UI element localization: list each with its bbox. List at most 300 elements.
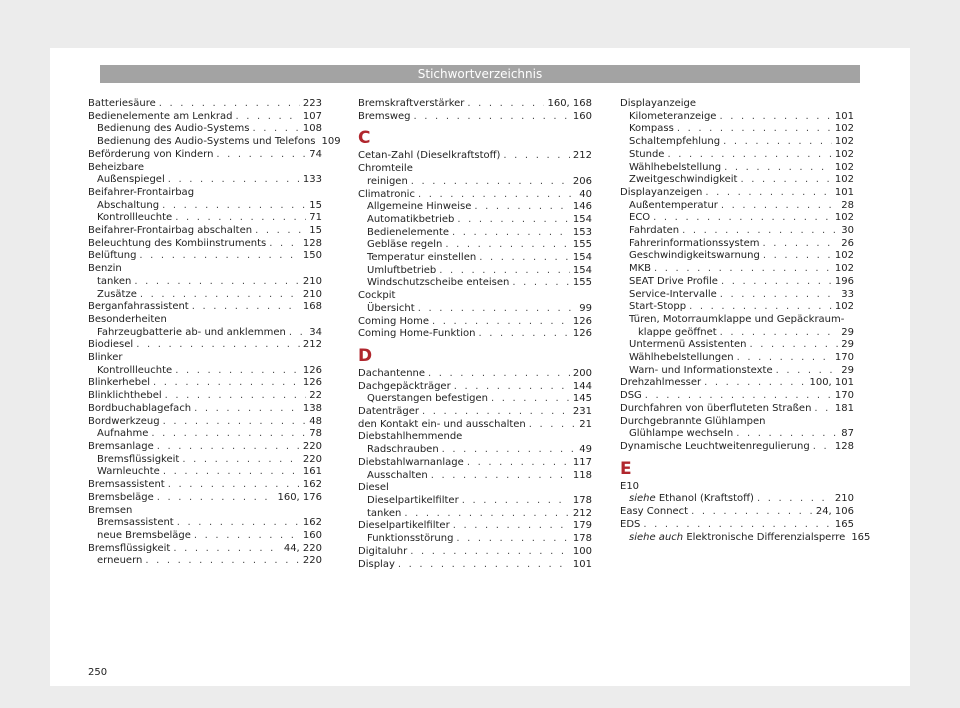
dot-leader	[411, 111, 570, 124]
dot-leader	[213, 149, 306, 162]
index-entry-label: Blinklichthebel	[88, 390, 162, 402]
index-entry	[358, 277, 592, 290]
index-page-ref[interactable]: 74	[309, 148, 322, 160]
index-entry-label: Blinkerhebel	[88, 377, 151, 389]
index-entry-label: Dieselpartikelfilter	[367, 494, 459, 506]
index-entry	[620, 441, 854, 454]
index-page-ref[interactable]: 160, 168	[547, 98, 592, 109]
index-entry-label: Bordwerkzeug	[88, 415, 160, 427]
index-page-ref[interactable]: 160	[302, 529, 322, 541]
index-page-ref[interactable]: 29	[841, 339, 854, 351]
index-entry-label: Bremsanlage	[88, 440, 154, 452]
index-entry	[88, 454, 322, 467]
dot-leader	[286, 327, 306, 340]
index-entry	[88, 123, 322, 136]
index-page-ref[interactable]: 220	[302, 440, 322, 452]
index-group-heading	[620, 481, 854, 494]
dot-leader	[640, 519, 832, 532]
dot-leader	[720, 136, 832, 149]
index-entry-label: Drehzahlmesser	[620, 377, 702, 389]
index-entry-label: Displayanzeigen	[620, 186, 703, 198]
dot-leader	[651, 263, 832, 276]
index-entry-label: Dynamische Leuchtweitenregulierung	[620, 440, 810, 452]
index-page-ref[interactable]: 71	[309, 212, 322, 224]
index-entry	[88, 238, 322, 251]
index-entry	[88, 466, 322, 479]
index-page-ref[interactable]: 15	[309, 199, 322, 211]
index-page-ref[interactable]: 210	[302, 275, 322, 287]
index-entry	[358, 470, 592, 483]
index-entry-label: Beförderung von Kindern	[88, 148, 214, 160]
index-entry	[358, 381, 592, 394]
index-page-ref[interactable]: 133	[302, 174, 322, 186]
index-page-ref[interactable]: 154	[572, 213, 592, 225]
index-entry-label: tanken	[367, 507, 402, 519]
index-entry-label: Diebstahlhemmende	[358, 431, 463, 443]
dot-leader	[476, 252, 570, 265]
index-group-heading	[620, 98, 854, 111]
index-entry	[620, 327, 854, 340]
index-entry	[358, 444, 592, 457]
index-entry-label: tanken	[97, 275, 132, 287]
index-page-ref[interactable]: 181	[834, 402, 854, 414]
index-entry	[620, 428, 854, 441]
index-entry-label: Wählhebelstellungen	[629, 352, 734, 364]
index-entry	[88, 111, 322, 124]
index-entry-label: Service-Intervalle	[629, 288, 717, 300]
dot-leader	[664, 149, 831, 162]
index-page-ref[interactable]: 212	[572, 150, 592, 162]
index-entry	[88, 339, 322, 352]
index-entry-label: Außentemperatur	[629, 199, 718, 211]
index-entry	[88, 441, 322, 454]
index-entry-label: Cockpit	[358, 290, 396, 302]
index-page-ref[interactable]: 44, 220	[283, 542, 322, 554]
index-page-ref[interactable]: 107	[302, 110, 322, 122]
index-page-ref[interactable]: 162	[302, 479, 322, 491]
index-entry-label: Dieselpartikelfilter	[358, 520, 450, 532]
index-entry	[358, 239, 592, 252]
index-page-ref[interactable]: 34	[309, 326, 322, 338]
dot-leader	[165, 479, 300, 492]
index-page-ref[interactable]: 100, 101	[809, 377, 854, 389]
index-page-ref[interactable]: 102	[834, 263, 854, 275]
index-entry-label: neue Bremsbeläge	[97, 529, 191, 541]
index-entry-label: Türen, Motorraumklappe und Gepäckraum-	[629, 313, 845, 325]
index-page-ref[interactable]: 102	[834, 136, 854, 148]
index-entry	[88, 200, 322, 213]
index-entry	[358, 316, 592, 329]
index-entry-label: Außenspiegel	[97, 174, 165, 186]
index-entry	[88, 301, 322, 314]
index-page-ref[interactable]: 160	[572, 110, 592, 122]
index-page-ref[interactable]: 21	[579, 418, 592, 430]
index-entry-label: reinigen	[367, 175, 408, 187]
index-page-ref[interactable]: 145	[572, 393, 592, 405]
index-entry	[620, 174, 854, 187]
index-page-ref[interactable]: 102	[834, 161, 854, 173]
dot-leader	[471, 201, 570, 214]
index-entry	[88, 555, 322, 568]
index-entry	[88, 276, 322, 289]
index-page-ref[interactable]: 78	[309, 428, 322, 440]
index-group-heading	[620, 416, 854, 429]
index-entry	[88, 416, 322, 429]
dot-leader	[174, 517, 300, 530]
index-entry-label: Dachantenne	[358, 367, 426, 379]
index-entry	[620, 301, 854, 314]
index-page-ref[interactable]: 128	[834, 440, 854, 452]
index-page-ref[interactable]: 108	[302, 123, 322, 135]
index-entry-label: Bremskraftverstärker	[358, 98, 465, 109]
index-entry-label: Bedienelemente am Lenkrad	[88, 110, 233, 122]
index-page-ref[interactable]: 102	[834, 148, 854, 160]
index-page-ref[interactable]: 117	[572, 456, 592, 468]
index-page-ref[interactable]: 109	[321, 136, 341, 148]
index-page-ref[interactable]: 126	[572, 315, 592, 327]
index-entry	[358, 406, 592, 419]
index-entry	[620, 519, 854, 532]
index-page-ref[interactable]: 196	[834, 275, 854, 287]
dot-leader	[407, 546, 570, 559]
index-group-heading	[358, 482, 592, 495]
index-entry-label: EDS	[620, 518, 641, 530]
dot-leader	[459, 495, 570, 508]
index-group-heading	[88, 263, 322, 276]
index-entry	[88, 149, 322, 162]
index-entry-label: Zweitgeschwindigkeit	[629, 174, 738, 186]
dot-leader	[408, 176, 570, 189]
index-page-ref[interactable]: 26	[841, 237, 854, 249]
index-page-ref[interactable]: 155	[572, 239, 592, 251]
index-entry	[620, 212, 854, 225]
dot-leader	[509, 277, 570, 290]
dot-leader	[679, 225, 838, 238]
dot-leader	[642, 390, 832, 403]
dot-leader	[733, 428, 838, 441]
index-entry-label: Bremsweg	[358, 110, 411, 122]
index-entry	[88, 390, 322, 403]
dot-leader	[428, 470, 570, 483]
index-entry-label: Beheizbare	[88, 161, 145, 173]
index-letter-heading: E	[620, 458, 632, 479]
index-entry	[620, 123, 854, 136]
page-header	[100, 65, 860, 83]
dot-leader	[160, 416, 307, 429]
index-entry-label: Start-Stopp	[629, 301, 687, 313]
index-page-ref[interactable]: 162	[302, 517, 322, 529]
index-entry-label: Datenträger	[358, 406, 420, 418]
index-entry-label: Kontrollleuchte	[97, 364, 173, 376]
index-entry-label: Abschaltung	[97, 199, 160, 211]
dot-leader	[526, 419, 576, 432]
index-entry-label: Durchgebrannte Glühlampen	[620, 415, 766, 427]
index-entry	[620, 377, 854, 390]
index-page-ref[interactable]: 99	[579, 302, 592, 314]
dot-leader	[172, 212, 306, 225]
index-page-ref[interactable]: 206	[572, 175, 592, 187]
index-page-ref[interactable]: 87	[841, 428, 854, 440]
index-page-ref[interactable]: 40	[579, 188, 592, 200]
index-group-heading	[620, 314, 854, 327]
index-entry	[358, 508, 592, 521]
index-page-ref[interactable]: 49	[579, 444, 592, 456]
index-entry-label: Querstangen befestigen	[367, 393, 489, 405]
dot-leader	[401, 508, 570, 521]
index-page-ref[interactable]: 170	[834, 352, 854, 364]
dot-leader	[148, 428, 306, 441]
index-page-ref[interactable]: 223	[302, 98, 322, 109]
index-page-ref[interactable]: 160, 176	[277, 491, 322, 503]
index-entry-label: Diebstahlwarnanlage	[358, 456, 464, 468]
index-group-heading	[358, 290, 592, 303]
dot-leader	[716, 111, 831, 124]
dot-leader	[701, 377, 806, 390]
index-page-ref[interactable]: 126	[572, 328, 592, 340]
index-page-ref[interactable]: 101	[572, 558, 592, 570]
index-entry-label: Schaltempfehlung	[629, 136, 721, 148]
index-entry	[358, 559, 592, 572]
index-entry-label: ECO	[629, 212, 651, 224]
dot-leader	[702, 187, 832, 200]
index-entry-label: Bremsassistent	[88, 479, 165, 491]
index-entry-label: Berganfahrassistent	[88, 301, 189, 313]
dot-leader	[154, 492, 275, 505]
index-page-ref[interactable]: 154	[572, 252, 592, 264]
dot-leader	[760, 250, 832, 263]
index-page-ref[interactable]: 210	[834, 493, 854, 505]
dot-leader	[415, 189, 576, 202]
index-entry	[358, 252, 592, 265]
dot-leader	[179, 454, 300, 467]
index-page-ref[interactable]: 126	[302, 364, 322, 376]
index-page-ref[interactable]: 168	[302, 301, 322, 313]
dot-leader	[773, 365, 839, 378]
index-page-ref[interactable]: 30	[841, 225, 854, 237]
dot-leader	[154, 441, 300, 454]
index-entry-label: Bedienelemente	[367, 226, 450, 238]
index-page-ref[interactable]: 231	[572, 406, 592, 418]
index-page-ref[interactable]: 102	[834, 301, 854, 313]
index-entry-label: Diesel	[358, 482, 389, 494]
dot-leader	[464, 98, 544, 111]
index-page-ref[interactable]: 101	[834, 186, 854, 198]
index-page-ref[interactable]: 15	[309, 225, 322, 237]
index-page-ref[interactable]: 212	[572, 507, 592, 519]
index-page-ref[interactable]: 29	[841, 364, 854, 376]
index-entry-label: Displayanzeige	[620, 98, 697, 109]
index-page-ref[interactable]: 155	[572, 277, 592, 289]
index-page-ref[interactable]: 154	[572, 264, 592, 276]
dot-leader	[136, 250, 299, 263]
index-page-ref[interactable]: 100	[572, 545, 592, 557]
dot-leader	[419, 406, 570, 419]
index-page-ref[interactable]: 102	[834, 174, 854, 186]
index-page-ref[interactable]: 128	[302, 237, 322, 249]
index-entry	[88, 225, 322, 238]
index-entry-label: Benzin	[88, 263, 122, 275]
index-group-heading	[358, 431, 592, 444]
index-entry-label: Cetan-Zahl (Dieselkraftstoff)	[358, 150, 501, 162]
dot-leader	[415, 303, 577, 316]
index-page-ref[interactable]: 178	[572, 533, 592, 545]
dot-leader	[500, 150, 569, 163]
index-entry-label: Funktionsstörung	[367, 533, 454, 545]
index-entry-label: Windschutzscheibe enteisen	[367, 277, 510, 289]
index-entry-label: Warn- und Informationstexte	[629, 364, 773, 376]
index-page-ref[interactable]: 165	[851, 531, 871, 543]
index-entry	[88, 212, 322, 225]
index-page-ref[interactable]: 161	[302, 466, 322, 478]
dot-leader	[721, 162, 832, 175]
index-entry	[358, 393, 592, 406]
index-entry	[88, 365, 322, 378]
dot-leader	[266, 238, 300, 251]
index-entry	[88, 289, 322, 302]
index-page-ref[interactable]: 210	[302, 288, 322, 300]
index-page-ref[interactable]: 33	[841, 288, 854, 300]
index-entry	[620, 403, 854, 416]
index-page-ref[interactable]: 220	[302, 453, 322, 465]
dot-leader	[450, 520, 570, 533]
index-entry	[358, 520, 592, 533]
dot-leader	[159, 200, 306, 213]
index-page-ref[interactable]: 102	[834, 123, 854, 135]
index-column-3	[620, 98, 871, 544]
index-entry	[620, 162, 854, 175]
index-page-ref[interactable]: 24, 106	[815, 506, 854, 518]
index-page-ref[interactable]: 179	[572, 520, 592, 532]
index-page-ref[interactable]: 48	[309, 415, 322, 427]
index-entry	[620, 200, 854, 213]
index-entry	[620, 493, 854, 506]
index-entry	[88, 98, 322, 111]
index-page-ref[interactable]: 200	[572, 367, 592, 379]
index-page-ref[interactable]: 150	[302, 250, 322, 262]
dot-leader	[162, 390, 307, 403]
dot-leader	[189, 301, 300, 314]
dot-leader	[142, 555, 300, 568]
dot-leader	[160, 466, 300, 479]
index-group-heading	[358, 163, 592, 176]
index-entry-label: Fahrzeugbatterie ab- und anklemmen	[97, 326, 286, 338]
index-page-ref[interactable]: 146	[572, 201, 592, 213]
index-entry-label: Stunde	[629, 148, 665, 160]
page-number: 250	[88, 667, 108, 678]
dot-leader	[674, 123, 832, 136]
index-entry-label: klappe geöffnet	[638, 326, 717, 338]
index-entry-label: Chromteile	[358, 163, 413, 175]
index-entry-text: Elektronische Differenzialsperre	[686, 531, 846, 543]
index-page-ref[interactable]: 126	[302, 377, 322, 389]
index-entry	[88, 479, 322, 492]
index-entry	[358, 457, 592, 470]
index-entry-label: Bedienung des Audio-Systems und Telefons	[97, 136, 316, 148]
index-page-ref[interactable]: 101	[834, 110, 854, 122]
index-entry-label: Bremsbeläge	[88, 491, 154, 503]
index-entry-label: Display	[358, 558, 395, 570]
index-entry-label: Warnleuchte	[97, 466, 160, 478]
index-entry-label: Automatikbetrieb	[367, 213, 455, 225]
dot-leader	[439, 444, 577, 457]
index-entry	[358, 98, 592, 111]
index-entry	[88, 403, 322, 416]
index-page-ref[interactable]: 170	[834, 390, 854, 402]
index-entry-label: den Kontakt ein- und ausschalten	[358, 418, 526, 430]
index-page-ref[interactable]: 153	[572, 226, 592, 238]
index-page-ref[interactable]: 212	[302, 339, 322, 351]
index-entry-label: Glühlampe wechseln	[629, 428, 734, 440]
index-entry-label: Digitaluhr	[358, 545, 408, 557]
index-entry-label: Beifahrer-Frontairbag	[88, 186, 195, 198]
index-page-ref[interactable]: 138	[302, 402, 322, 414]
dot-leader	[170, 543, 281, 556]
index-entry-label: Zusätze	[97, 288, 137, 300]
dot-leader	[191, 530, 300, 543]
dot-leader	[760, 238, 839, 251]
dot-leader	[425, 368, 570, 381]
index-group-heading	[88, 187, 322, 200]
index-page-ref[interactable]: 29	[841, 326, 854, 338]
dot-leader	[436, 265, 570, 278]
index-column-2	[358, 98, 592, 571]
index-entry	[620, 531, 871, 545]
index-entry	[620, 111, 854, 124]
index-page	[50, 48, 910, 686]
index-page-ref[interactable]: 118	[572, 469, 592, 481]
index-group-heading	[88, 352, 322, 365]
index-entry	[620, 250, 854, 263]
index-entry-label: E10	[620, 480, 640, 492]
see-reference: siehe auch	[629, 531, 684, 543]
index-entry	[620, 225, 854, 238]
index-entry	[358, 176, 592, 189]
see-reference: siehe	[629, 493, 656, 505]
index-page-ref[interactable]: 102	[834, 250, 854, 262]
index-entry-label: Bremsassistent	[97, 517, 174, 529]
index-entry-label: Coming Home-Funktion	[358, 328, 476, 340]
index-page-ref[interactable]: 22	[309, 390, 322, 402]
index-page-ref[interactable]: 102	[834, 212, 854, 224]
index-entry	[88, 428, 322, 441]
index-page-ref[interactable]: 220	[302, 555, 322, 567]
index-page-ref[interactable]: 178	[572, 494, 592, 506]
index-entry	[620, 365, 854, 378]
index-entry	[620, 352, 854, 365]
dot-leader	[717, 327, 839, 340]
index-page-ref[interactable]: 165	[834, 518, 854, 530]
index-letter-heading: D	[358, 345, 373, 366]
index-entry	[88, 327, 322, 340]
index-entry	[358, 150, 592, 163]
index-entry-label: Batteriesäure	[88, 98, 156, 109]
index-page-ref[interactable]: 144	[572, 380, 592, 392]
index-entry-label: Radschrauben	[367, 444, 439, 456]
index-entry	[358, 368, 592, 381]
dot-leader	[718, 276, 832, 289]
dot-leader	[454, 214, 570, 227]
index-entry	[620, 276, 854, 289]
index-entry	[358, 546, 592, 559]
index-entry-text: Ethanol (Kraftstoff)	[658, 493, 754, 505]
dot-leader	[734, 352, 832, 365]
index-entry-label: Untermenü Assistenten	[629, 339, 747, 351]
dot-leader	[650, 212, 832, 225]
index-page-ref[interactable]: 28	[841, 199, 854, 211]
index-group-heading	[88, 314, 322, 327]
index-entry	[620, 390, 854, 403]
index-entry-label: Coming Home	[358, 315, 430, 327]
